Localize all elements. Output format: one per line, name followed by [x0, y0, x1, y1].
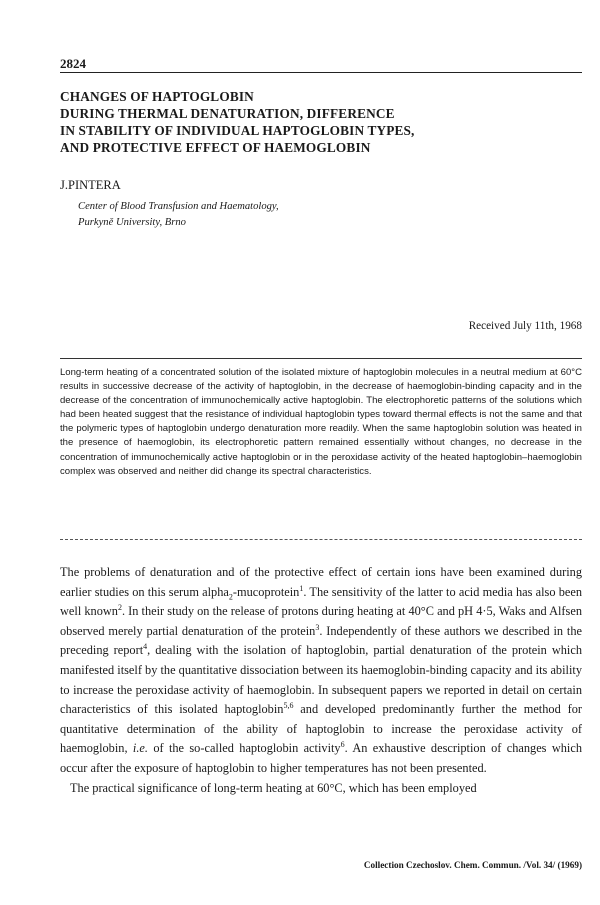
- reference-marker: 1: [299, 583, 304, 593]
- title-line: CHANGES OF HAPTOGLOBIN: [60, 89, 254, 104]
- author-name: J.PINTERA: [60, 178, 121, 192]
- text-run: . In their study on the release of protons during heating at 40°C and pH 4·5, Waks and Alfsen observed merely partial denaturation of the protein: [60, 604, 582, 638]
- abstract-top-rule: [60, 358, 582, 359]
- journal-footer: Collection Czechoslov. Chem. Commun. /Vol. 34/ (1969): [363, 860, 582, 870]
- body-paragraph: [60, 563, 582, 779]
- subscript: 2: [228, 592, 233, 602]
- text-run: and developed predominantly further the method for quantitative determination of the ability of haptoglobin to increase the peroxidase activity of haemoglobin,: [60, 702, 582, 756]
- text-run: The problems of denaturation and of the protective effect of certain ions have been examined during earlier studies on this serum alpha: [60, 565, 582, 599]
- received-date: Received July 11th, 1968: [468, 320, 582, 332]
- body-text: [60, 563, 582, 798]
- text-run: , dealing with the isolation of haptoglobin, partial denaturation of the protein which manifested itself by the quantitative dissociation between its haemoglobin-binding capacity and its ability to increase the peroxidase activity of haemoglobin. In subsequent papers we reported in detail on certain characteristics of this isolated haptoglobin: [60, 643, 582, 717]
- reference-marker: 3: [315, 622, 320, 632]
- abstract-bottom-rule: [60, 539, 582, 540]
- affiliation-line: Center of Blood Transfusion and Haematology,: [78, 201, 279, 212]
- title-line: IN STABILITY OF INDIVIDUAL HAPTOGLOBIN TYPES,: [60, 123, 415, 138]
- affiliation: [78, 199, 279, 231]
- header-rule: [60, 72, 582, 73]
- text-run: . The sensitivity of the latter to acid media has also been well known: [60, 584, 582, 619]
- article-title: [60, 88, 582, 156]
- title-line: AND PROTECTIVE EFFECT OF HAEMOGLOBIN: [60, 140, 371, 155]
- text-run: . Independently of these authors we described in the preceding report: [60, 623, 582, 658]
- text-run: -mucoprotein: [232, 584, 300, 599]
- reference-marker: 5,6: [283, 701, 294, 711]
- text-run: . An exhaustive description of changes which occur after the exposure of haptoglobin to higher temperatures has not been presented.: [60, 741, 582, 775]
- reference-marker: 4: [143, 642, 148, 652]
- italic-abbreviation: i.e.: [132, 741, 148, 756]
- body-paragraph: The practical significance of long-term heating at 60°C, which has been employed: [70, 780, 477, 795]
- abstract: Long-term heating of a concentrated solution of the isolated mixture of haptoglobin molecules in a neutral medium at 60°C results in successive decrease of the activity of haptoglobin, in the decrease of haemoglobin-binding capacity and in the decrease of the concentration of immunochemically active haptoglobin. The electrophoretic patterns of the solutions which had been heated suggest that the resistance of individual haptoglobin types toward thermal effects is not the same and that the polymeric types of haptoglobin undergo denaturation more readily. When the same haptoglobin solution was heated in the presence of haemoglobin, its electrophoretic pattern remained essentially without changes, no decrease in the concentration of immunochemically active haptoglobin or in the peroxidase activity of the heated haptoglobin–haemoglobin complex was observed and neither did change its spectral characteristics.: [60, 367, 582, 477]
- text-run: of the so-called haptoglobin activity: [147, 741, 341, 756]
- reference-marker: 6: [340, 740, 345, 750]
- title-line: DURING THERMAL DENATURATION, DIFFERENCE: [60, 106, 395, 121]
- reference-marker: 2: [117, 603, 122, 613]
- page-number: 2824: [60, 56, 86, 71]
- affiliation-line: Purkyně University, Brno: [78, 217, 186, 228]
